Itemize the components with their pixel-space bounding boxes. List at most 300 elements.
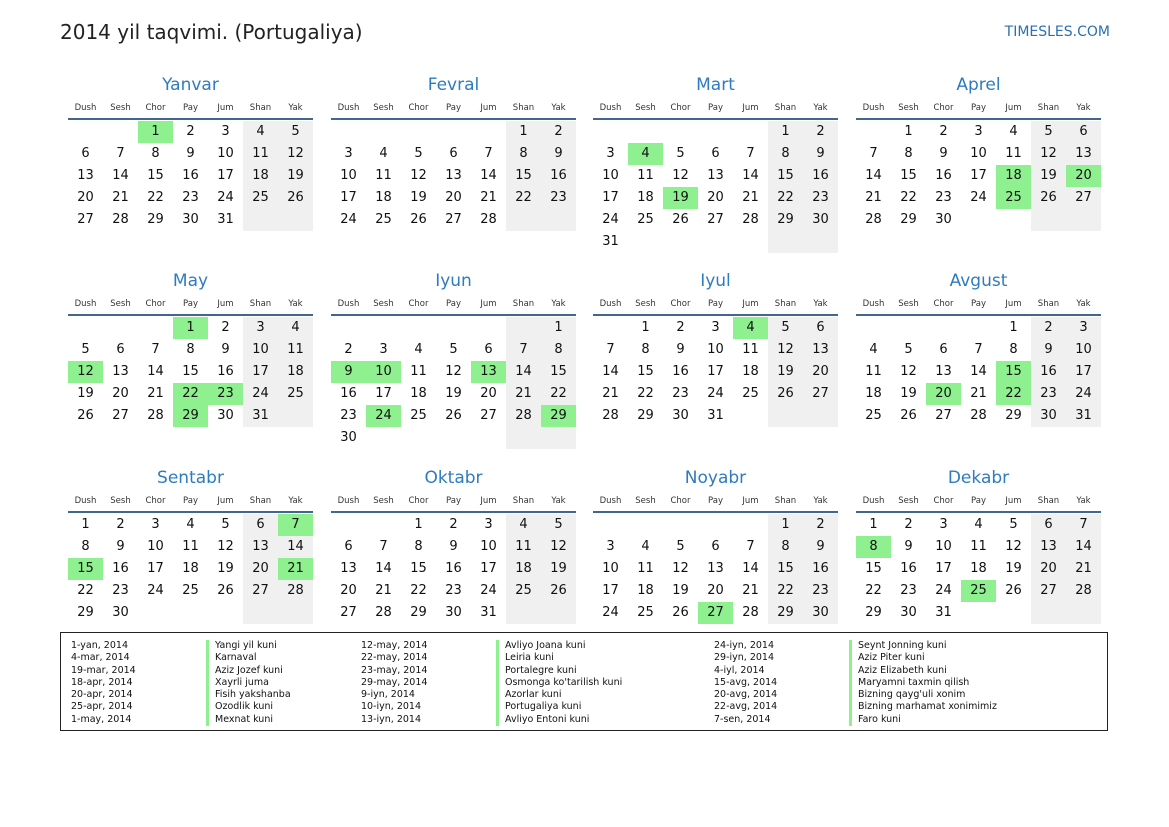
holiday-day-cell: 10 bbox=[366, 361, 401, 383]
day-cell: 18 bbox=[410, 386, 427, 401]
day-cell: 9 bbox=[1044, 342, 1053, 357]
day-cell: 9 bbox=[449, 539, 458, 554]
holiday-day-cell: 18 bbox=[996, 165, 1031, 187]
weekday-label: Pay bbox=[446, 299, 461, 309]
day-cell: 29 bbox=[900, 212, 917, 227]
weekday-label: Pay bbox=[446, 496, 461, 506]
weekday-label: Jum bbox=[217, 299, 234, 309]
day-cell: 20 bbox=[77, 190, 94, 205]
day-cell: 17 bbox=[252, 364, 269, 379]
holiday-day-cell: 1 bbox=[138, 121, 173, 143]
day-cell: 14 bbox=[970, 364, 987, 379]
weekday-label: Chor bbox=[933, 103, 954, 113]
day-cell: 15 bbox=[865, 561, 882, 576]
day-cell: 21 bbox=[147, 386, 164, 401]
day-cell: 3 bbox=[711, 320, 720, 335]
day-cell: 4 bbox=[519, 517, 528, 532]
day-cell: 9 bbox=[676, 342, 685, 357]
holiday-name: Karnaval bbox=[206, 652, 291, 664]
day-cell: 20 bbox=[252, 561, 269, 576]
day-cell: 4 bbox=[641, 539, 650, 554]
day-cell: 15 bbox=[550, 364, 567, 379]
month-oktabr bbox=[331, 468, 576, 658]
day-cell: 12 bbox=[410, 168, 427, 183]
day-cell: 4 bbox=[869, 342, 878, 357]
day-cell: 19 bbox=[1005, 561, 1022, 576]
day-cell: 13 bbox=[707, 561, 724, 576]
holiday-date: 15-avg, 2014 bbox=[714, 676, 778, 688]
day-cell: 5 bbox=[221, 517, 230, 532]
weekday-label: Pay bbox=[971, 103, 986, 113]
holiday-date-column bbox=[361, 640, 427, 726]
month-name: Mart bbox=[696, 75, 735, 95]
weekday-header bbox=[856, 496, 1101, 508]
weekday-label: Yak bbox=[1076, 496, 1091, 506]
day-cell: 8 bbox=[1009, 342, 1018, 357]
weekday-label: Shan bbox=[774, 299, 797, 309]
holiday-day-cell: 20 bbox=[926, 383, 961, 405]
weekday-header bbox=[856, 103, 1101, 115]
day-cell: 4 bbox=[291, 320, 300, 335]
day-cell: 2 bbox=[116, 517, 125, 532]
day-cell: 3 bbox=[1079, 320, 1088, 335]
day-cell: 15 bbox=[410, 561, 427, 576]
day-cell: 17 bbox=[707, 364, 724, 379]
weekday-label: Jum bbox=[480, 299, 497, 309]
day-cell: 8 bbox=[81, 539, 90, 554]
weekday-label: Shan bbox=[249, 496, 272, 506]
day-cell: 18 bbox=[375, 190, 392, 205]
day-cell: 31 bbox=[1075, 408, 1092, 423]
day-cell: 14 bbox=[865, 168, 882, 183]
header-rule bbox=[856, 118, 1101, 120]
weekday-label: Yak bbox=[288, 103, 303, 113]
day-cell: 2 bbox=[221, 320, 230, 335]
weekday-header bbox=[331, 103, 576, 115]
holiday-day-cell: 22 bbox=[996, 383, 1031, 405]
day-cell: 24 bbox=[252, 386, 269, 401]
holiday-date: 22-avg, 2014 bbox=[714, 701, 778, 713]
month-name: Oktabr bbox=[424, 468, 483, 488]
day-cell: 7 bbox=[484, 146, 493, 161]
day-cell: 15 bbox=[637, 364, 654, 379]
day-cell: 13 bbox=[252, 539, 269, 554]
day-cell: 28 bbox=[602, 408, 619, 423]
day-cell: 30 bbox=[900, 605, 917, 620]
day-cell: 22 bbox=[515, 190, 532, 205]
day-cell: 3 bbox=[939, 517, 948, 532]
day-cell: 23 bbox=[550, 190, 567, 205]
weekday-label: Dush bbox=[74, 299, 97, 309]
holiday-day-cell: 21 bbox=[278, 558, 313, 580]
day-cell: 21 bbox=[742, 190, 759, 205]
day-cell: 31 bbox=[252, 408, 269, 423]
holiday-day-cell: 15 bbox=[996, 361, 1031, 383]
day-cell: 6 bbox=[449, 146, 458, 161]
day-cell: 6 bbox=[816, 320, 825, 335]
weekday-label: Dush bbox=[74, 103, 97, 113]
day-cell: 9 bbox=[816, 539, 825, 554]
month-aprel bbox=[856, 75, 1101, 265]
day-cell: 6 bbox=[116, 342, 125, 357]
day-cell: 10 bbox=[217, 146, 234, 161]
day-cell: 3 bbox=[221, 124, 230, 139]
day-cell: 11 bbox=[970, 539, 987, 554]
brand-link[interactable]: TIMESLES.COM bbox=[1004, 24, 1110, 40]
day-cell: 12 bbox=[900, 364, 917, 379]
day-cell: 15 bbox=[147, 168, 164, 183]
weekday-label: Pay bbox=[971, 299, 986, 309]
day-cell: 21 bbox=[1075, 561, 1092, 576]
weekday-label: Shan bbox=[1037, 299, 1060, 309]
day-cell: 22 bbox=[900, 190, 917, 205]
day-cell: 12 bbox=[777, 342, 794, 357]
day-cell: 2 bbox=[554, 124, 563, 139]
day-cell: 20 bbox=[707, 583, 724, 598]
day-cell: 14 bbox=[147, 364, 164, 379]
day-cell: 23 bbox=[340, 408, 357, 423]
weekday-label: Yak bbox=[1076, 299, 1091, 309]
day-cell: 29 bbox=[637, 408, 654, 423]
day-cell: 12 bbox=[672, 561, 689, 576]
day-cell: 31 bbox=[217, 212, 234, 227]
holiday-name: Mexnat kuni bbox=[206, 714, 291, 726]
day-cell: 18 bbox=[515, 561, 532, 576]
day-cell: 25 bbox=[252, 190, 269, 205]
holiday-date: 22-may, 2014 bbox=[361, 652, 428, 664]
day-cell: 17 bbox=[375, 386, 392, 401]
day-cell: 28 bbox=[742, 605, 759, 620]
weekday-label: Shan bbox=[512, 299, 535, 309]
day-cell: 5 bbox=[1044, 124, 1053, 139]
weekday-header bbox=[856, 299, 1101, 311]
day-cell: 4 bbox=[379, 146, 388, 161]
weekday-label: Shan bbox=[512, 496, 535, 506]
day-cell: 14 bbox=[480, 168, 497, 183]
day-cell: 25 bbox=[865, 408, 882, 423]
month-name: Sentabr bbox=[157, 468, 224, 488]
day-cell: 26 bbox=[217, 583, 234, 598]
weekday-header bbox=[331, 496, 576, 508]
holiday-name: Bizning qayg'uli xonim bbox=[849, 689, 997, 701]
weekday-label: Pay bbox=[183, 103, 198, 113]
day-cell: 13 bbox=[445, 168, 462, 183]
day-cell: 7 bbox=[1079, 517, 1088, 532]
day-cell: 15 bbox=[777, 168, 794, 183]
day-cell: 16 bbox=[182, 168, 199, 183]
day-cell: 28 bbox=[865, 212, 882, 227]
holiday-name: Aziz Piter kuni bbox=[849, 652, 997, 664]
day-cell: 27 bbox=[935, 408, 952, 423]
day-cell: 13 bbox=[112, 364, 129, 379]
day-cell: 27 bbox=[707, 212, 724, 227]
day-cell: 16 bbox=[900, 561, 917, 576]
weekday-label: Sesh bbox=[110, 103, 131, 113]
day-cell: 2 bbox=[816, 517, 825, 532]
header-rule bbox=[331, 314, 576, 316]
day-cell: 25 bbox=[515, 583, 532, 598]
day-cell: 1 bbox=[869, 517, 878, 532]
day-cell: 26 bbox=[77, 408, 94, 423]
day-cell: 21 bbox=[112, 190, 129, 205]
day-cell: 30 bbox=[217, 408, 234, 423]
day-cell: 2 bbox=[939, 124, 948, 139]
header-rule bbox=[331, 118, 576, 120]
weekday-label: Dush bbox=[599, 103, 622, 113]
holiday-date: 1-may, 2014 bbox=[71, 713, 132, 725]
day-cell: 7 bbox=[379, 539, 388, 554]
day-cell: 30 bbox=[445, 605, 462, 620]
day-cell: 8 bbox=[904, 146, 913, 161]
month-yanvar bbox=[68, 75, 313, 265]
holiday-date: 19-mar, 2014 bbox=[71, 664, 136, 676]
day-cell: 11 bbox=[410, 364, 427, 379]
day-cell: 13 bbox=[812, 342, 829, 357]
day-cell: 2 bbox=[904, 517, 913, 532]
holiday-date: 20-apr, 2014 bbox=[71, 689, 133, 701]
day-cell: 26 bbox=[550, 583, 567, 598]
day-cell: 8 bbox=[781, 146, 790, 161]
day-cell: 10 bbox=[1075, 342, 1092, 357]
day-cell: 25 bbox=[637, 212, 654, 227]
weekday-label: Sesh bbox=[110, 496, 131, 506]
day-cell: 16 bbox=[935, 168, 952, 183]
holiday-date-column bbox=[71, 640, 136, 726]
weekday-label: Jum bbox=[480, 103, 497, 113]
holiday-name: Aziz Elizabeth kuni bbox=[849, 665, 997, 677]
day-cell: 14 bbox=[1075, 539, 1092, 554]
day-cell: 29 bbox=[777, 605, 794, 620]
day-cell: 22 bbox=[777, 583, 794, 598]
weekday-label: Dush bbox=[862, 103, 885, 113]
day-cell: 26 bbox=[1040, 190, 1057, 205]
day-cell: 3 bbox=[256, 320, 265, 335]
header-rule bbox=[856, 314, 1101, 316]
day-cell: 18 bbox=[970, 561, 987, 576]
day-cell: 16 bbox=[550, 168, 567, 183]
header-rule bbox=[593, 511, 838, 513]
weekday-label: Sesh bbox=[635, 103, 656, 113]
holiday-day-cell: 8 bbox=[856, 536, 891, 558]
weekday-label: Jum bbox=[1005, 299, 1022, 309]
day-cell: 26 bbox=[900, 408, 917, 423]
holiday-name: Avliyo Joana kuni bbox=[496, 640, 622, 652]
weekday-label: Dush bbox=[862, 299, 885, 309]
weekday-label: Sesh bbox=[898, 103, 919, 113]
day-cell: 11 bbox=[182, 539, 199, 554]
holiday-day-cell: 9 bbox=[331, 361, 366, 383]
weekday-label: Chor bbox=[670, 103, 691, 113]
day-cell: 28 bbox=[112, 212, 129, 227]
day-cell: 16 bbox=[340, 386, 357, 401]
day-cell: 12 bbox=[672, 168, 689, 183]
day-cell: 6 bbox=[256, 517, 265, 532]
weekday-label: Pay bbox=[708, 299, 723, 309]
day-cell: 20 bbox=[340, 583, 357, 598]
holiday-list bbox=[60, 632, 1108, 731]
day-cell: 22 bbox=[550, 386, 567, 401]
day-cell: 7 bbox=[869, 146, 878, 161]
day-cell: 11 bbox=[637, 168, 654, 183]
day-cell: 31 bbox=[707, 408, 724, 423]
holiday-date-column bbox=[714, 640, 777, 726]
holiday-date: 4-mar, 2014 bbox=[71, 652, 130, 664]
day-cell: 30 bbox=[812, 212, 829, 227]
day-cell: 12 bbox=[1040, 146, 1057, 161]
weekday-label: Dush bbox=[337, 299, 360, 309]
day-cell: 30 bbox=[1040, 408, 1057, 423]
day-cell: 21 bbox=[602, 386, 619, 401]
holiday-day-cell: 20 bbox=[1066, 165, 1101, 187]
holiday-name: Bizning marhamat xonimimiz bbox=[849, 701, 997, 713]
day-cell: 19 bbox=[287, 168, 304, 183]
day-cell: 5 bbox=[449, 342, 458, 357]
weekday-label: Pay bbox=[708, 103, 723, 113]
weekday-label: Jum bbox=[742, 103, 759, 113]
day-cell: 10 bbox=[602, 168, 619, 183]
weekday-header bbox=[68, 103, 313, 115]
day-cell: 2 bbox=[344, 342, 353, 357]
weekday-label: Sesh bbox=[635, 496, 656, 506]
day-cell: 23 bbox=[112, 583, 129, 598]
day-cell: 6 bbox=[939, 342, 948, 357]
month-name: Fevral bbox=[427, 75, 480, 95]
page-title: 2014 yil taqvimi. (Portugaliya) bbox=[60, 20, 363, 44]
day-cell: 16 bbox=[112, 561, 129, 576]
day-cell: 24 bbox=[147, 583, 164, 598]
holiday-name: Portalegre kuni bbox=[496, 665, 622, 677]
day-cell: 7 bbox=[974, 342, 983, 357]
day-cell: 19 bbox=[900, 386, 917, 401]
day-cell: 19 bbox=[217, 561, 234, 576]
weekday-label: Chor bbox=[670, 299, 691, 309]
weekday-label: Chor bbox=[408, 496, 429, 506]
holiday-day-cell: 15 bbox=[68, 558, 103, 580]
weekday-label: Yak bbox=[288, 496, 303, 506]
day-cell: 20 bbox=[480, 386, 497, 401]
day-cell: 18 bbox=[287, 364, 304, 379]
day-cell: 12 bbox=[217, 539, 234, 554]
day-cell: 9 bbox=[116, 539, 125, 554]
day-cell: 19 bbox=[672, 583, 689, 598]
day-cell: 23 bbox=[935, 190, 952, 205]
holiday-day-cell: 4 bbox=[733, 317, 768, 339]
weekday-label: Shan bbox=[1037, 496, 1060, 506]
holiday-name: Xayrli juma bbox=[206, 677, 291, 689]
day-cell: 25 bbox=[182, 583, 199, 598]
day-cell: 18 bbox=[637, 190, 654, 205]
day-cell: 2 bbox=[449, 517, 458, 532]
day-cell: 1 bbox=[781, 517, 790, 532]
day-cell: 18 bbox=[865, 386, 882, 401]
day-cell: 31 bbox=[935, 605, 952, 620]
weekday-label: Yak bbox=[288, 299, 303, 309]
month-name: Iyun bbox=[435, 271, 472, 291]
holiday-name-column bbox=[849, 640, 997, 726]
day-cell: 9 bbox=[221, 342, 230, 357]
holiday-name: Seynt Jonning kuni bbox=[849, 640, 997, 652]
day-cell: 8 bbox=[781, 539, 790, 554]
holiday-name: Maryamni taxmin qilish bbox=[849, 677, 997, 689]
day-cell: 13 bbox=[935, 364, 952, 379]
day-cell: 17 bbox=[340, 190, 357, 205]
day-cell: 17 bbox=[602, 190, 619, 205]
day-cell: 7 bbox=[151, 342, 160, 357]
day-cell: 1 bbox=[1009, 320, 1018, 335]
day-cell: 31 bbox=[480, 605, 497, 620]
month-name: Aprel bbox=[956, 75, 1001, 95]
holiday-name: Faro kuni bbox=[849, 714, 997, 726]
day-cell: 24 bbox=[970, 190, 987, 205]
weekday-header bbox=[68, 299, 313, 311]
weekday-label: Yak bbox=[551, 299, 566, 309]
day-cell: 12 bbox=[1005, 539, 1022, 554]
weekday-label: Jum bbox=[1005, 496, 1022, 506]
day-cell: 26 bbox=[777, 386, 794, 401]
day-cell: 15 bbox=[182, 364, 199, 379]
month-noyabr bbox=[593, 468, 838, 658]
weekday-label: Yak bbox=[813, 299, 828, 309]
day-cell: 27 bbox=[1075, 190, 1092, 205]
day-cell: 23 bbox=[182, 190, 199, 205]
day-cell: 14 bbox=[742, 561, 759, 576]
day-cell: 23 bbox=[812, 190, 829, 205]
day-cell: 6 bbox=[1044, 517, 1053, 532]
day-cell: 20 bbox=[445, 190, 462, 205]
day-cell: 24 bbox=[340, 212, 357, 227]
day-cell: 28 bbox=[970, 408, 987, 423]
day-cell: 17 bbox=[480, 561, 497, 576]
day-cell: 8 bbox=[641, 342, 650, 357]
holiday-day-cell: 25 bbox=[961, 580, 996, 602]
day-cell: 15 bbox=[900, 168, 917, 183]
holiday-date: 4-iyl, 2014 bbox=[714, 664, 765, 676]
day-cell: 28 bbox=[1075, 583, 1092, 598]
weekday-label: Pay bbox=[183, 496, 198, 506]
month-name: Yanvar bbox=[162, 75, 219, 95]
day-cell: 22 bbox=[637, 386, 654, 401]
holiday-name: Avliyo Entoni kuni bbox=[496, 714, 622, 726]
day-cell: 11 bbox=[637, 561, 654, 576]
weekday-label: Shan bbox=[249, 103, 272, 113]
day-cell: 30 bbox=[340, 430, 357, 445]
day-cell: 10 bbox=[340, 168, 357, 183]
day-cell: 17 bbox=[602, 583, 619, 598]
holiday-day-cell: 13 bbox=[471, 361, 506, 383]
day-cell: 4 bbox=[414, 342, 423, 357]
weekday-label: Yak bbox=[813, 103, 828, 113]
weekday-label: Jum bbox=[217, 103, 234, 113]
holiday-date: 20-avg, 2014 bbox=[714, 689, 778, 701]
holiday-name: Osmonga ko'tarilish kuni bbox=[496, 677, 622, 689]
holiday-date: 7-sen, 2014 bbox=[714, 713, 771, 725]
weekday-label: Chor bbox=[670, 496, 691, 506]
day-cell: 19 bbox=[77, 386, 94, 401]
weekday-label: Shan bbox=[774, 496, 797, 506]
day-cell: 7 bbox=[746, 539, 755, 554]
day-cell: 24 bbox=[602, 605, 619, 620]
month-fevral bbox=[331, 75, 576, 265]
day-cell: 3 bbox=[151, 517, 160, 532]
day-cell: 17 bbox=[147, 561, 164, 576]
holiday-date: 13-iyn, 2014 bbox=[361, 713, 422, 725]
day-cell: 1 bbox=[554, 320, 563, 335]
day-cell: 1 bbox=[81, 517, 90, 532]
holiday-day-cell: 22 bbox=[173, 383, 208, 405]
day-cell: 11 bbox=[742, 342, 759, 357]
day-cell: 11 bbox=[515, 539, 532, 554]
day-cell: 17 bbox=[1075, 364, 1092, 379]
